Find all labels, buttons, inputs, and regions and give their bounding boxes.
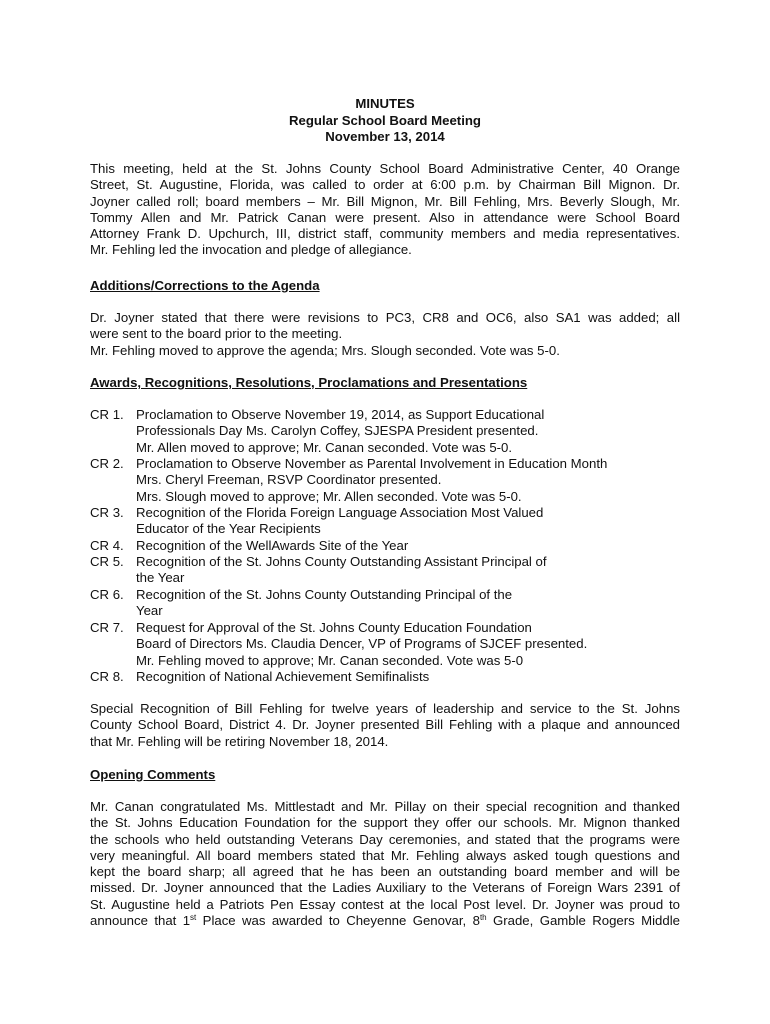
- item-text: [136, 538, 408, 554]
- item-number: CR 4.: [90, 538, 124, 553]
- text-line-last: [90, 913, 680, 929]
- meeting-date: November 13, 2014: [325, 129, 445, 144]
- document-title: MINUTES: [355, 96, 415, 111]
- text-line: were sent to the board prior to the meeting.: [90, 326, 343, 342]
- ordinal-suffix: st: [190, 913, 197, 923]
- text-line: Special Recognition of Bill Fehling for twelve years of leadership and service to the St. Johns: [90, 701, 680, 716]
- item-text: [136, 456, 607, 505]
- item-text: [136, 587, 512, 620]
- additions-paragraph: [90, 310, 680, 359]
- text-line: Mr. Fehling moved to approve the agenda; Mrs. Slough seconded. Vote was 5-0.: [90, 342, 560, 358]
- text-line: Educator of the Year Recipients: [136, 521, 321, 537]
- text-line: Recognition of the Florida Foreign Language Association Most Valued: [136, 505, 544, 520]
- text-line: Recognition of National Achievement Semifinalists: [136, 669, 430, 684]
- text-line: Proclamation to Observe November as Parental Involvement in Education Month: [136, 456, 608, 471]
- text-fragment: Place was awarded to Cheyenne Genovar, 8: [196, 913, 480, 929]
- meeting-type: Regular School Board Meeting: [289, 112, 481, 128]
- ordinal-suffix: th: [479, 913, 487, 923]
- item-number: CR 8.: [90, 669, 124, 684]
- text-line: that Mr. Fehling will be retiring November 18, 2014.: [90, 733, 389, 749]
- text-line: Recognition of the WellAwards Site of the Year: [136, 538, 409, 553]
- text-line: Mrs. Slough moved to approve; Mr. Allen seconded. Vote was 5-0.: [136, 488, 522, 504]
- text-line: the St. Johns Education Foundation for the support they offer our schools. Mr. Mignon thanked: [90, 815, 680, 831]
- item-text: [136, 554, 547, 587]
- section-heading-opening: Opening Comments: [90, 767, 216, 782]
- document-header: [0, 96, 770, 146]
- item-number: CR 5.: [90, 554, 124, 569]
- text-line: missed. Dr. Joyner announced that the Ladies Auxiliary to the Veterans of Foreign Wars 2391 of: [90, 880, 680, 896]
- item-text: [136, 669, 429, 685]
- special-recognition-paragraph: [90, 701, 680, 750]
- item-text: [136, 620, 587, 669]
- text-line: the schools who held outstanding Veterans Day ceremonies, and stated that the programs were: [90, 831, 680, 847]
- opening-comments-paragraph: [90, 799, 680, 929]
- text-line: Professionals Day Ms. Carolyn Coffey, SJESPA President presented.: [136, 423, 539, 439]
- text-line: Street, St. Augustine, Florida, was called to order at 6:00 p.m. by Chairman Bill Mignon. Dr.: [90, 177, 680, 193]
- text-line: very meaningful. All board members stated that Mr. Fehling always asked tough questions and: [90, 847, 680, 863]
- text-line: Attorney Frank D. Upchurch, III, district staff, community members and media representatives.: [90, 226, 680, 242]
- section-heading-awards: Awards, Recognitions, Resolutions, Proclamations and Presentations: [90, 375, 528, 390]
- intro-paragraph: [90, 161, 680, 259]
- item-text: [136, 407, 544, 456]
- section-heading-additions: Additions/Corrections to the Agenda: [90, 278, 320, 293]
- text-line: Dr. Joyner stated that there were revisions to PC3, CR8 and OC6, also SA1 was added; all: [90, 310, 680, 325]
- text-line: Proclamation to Observe November 19, 2014, as Support Educational: [136, 407, 545, 422]
- text-line: Request for Approval of the St. Johns County Education Foundation: [136, 620, 532, 635]
- text-line: Tommy Allen and Mr. Patrick Canan were present. Also in attendance were School Board: [90, 209, 680, 225]
- text-line: kept the board sharp; all agreed that he has been an outstanding board member and will be: [90, 864, 680, 880]
- text-fragment: announce that 1: [90, 913, 191, 929]
- item-number: CR 6.: [90, 587, 124, 602]
- item-text: [136, 505, 543, 538]
- item-number: CR 1.: [90, 407, 124, 422]
- text-line: Year: [136, 603, 163, 619]
- text-line: Joyner called roll; board members – Mr. Bill Mignon, Mr. Bill Fehling, Mrs. Beverly Slough, Mr.: [90, 193, 680, 209]
- text-line: Recognition of the St. Johns County Outstanding Assistant Principal of: [136, 554, 547, 569]
- text-fragment: Grade, Gamble Rogers Middle: [486, 913, 680, 929]
- item-number: CR 2.: [90, 456, 124, 471]
- text-line: Board of Directors Ms. Claudia Dencer, VP of Programs of SJCEF presented.: [136, 636, 588, 652]
- text-line: County School Board, District 4. Dr. Joyner presented Bill Fehling with a plaque and announced: [90, 717, 680, 733]
- text-line: Mr. Fehling led the invocation and pledge of allegiance.: [90, 242, 412, 258]
- text-line: Mr. Allen moved to approve; Mr. Canan seconded. Vote was 5-0.: [136, 439, 513, 455]
- text-line: Recognition of the St. Johns County Outstanding Principal of the: [136, 587, 513, 602]
- text-line: St. Augustine held a Patriots Pen Essay contest at the local Post level. Dr. Joyner was proud to: [90, 896, 680, 912]
- item-number: CR 7.: [90, 620, 124, 635]
- text-line: Mr. Fehling moved to approve; Mr. Canan seconded. Vote was 5-0: [136, 652, 524, 668]
- text-line: Mrs. Cheryl Freeman, RSVP Coordinator presented.: [136, 472, 442, 488]
- text-line: Mr. Canan congratulated Ms. Mittlestadt and Mr. Pillay on their special recognition and thanked: [90, 799, 680, 814]
- text-line: This meeting, held at the St. Johns County School Board Administrative Center, 40 Orange: [90, 161, 680, 176]
- item-number: CR 3.: [90, 505, 124, 520]
- text-line: the Year: [136, 570, 185, 586]
